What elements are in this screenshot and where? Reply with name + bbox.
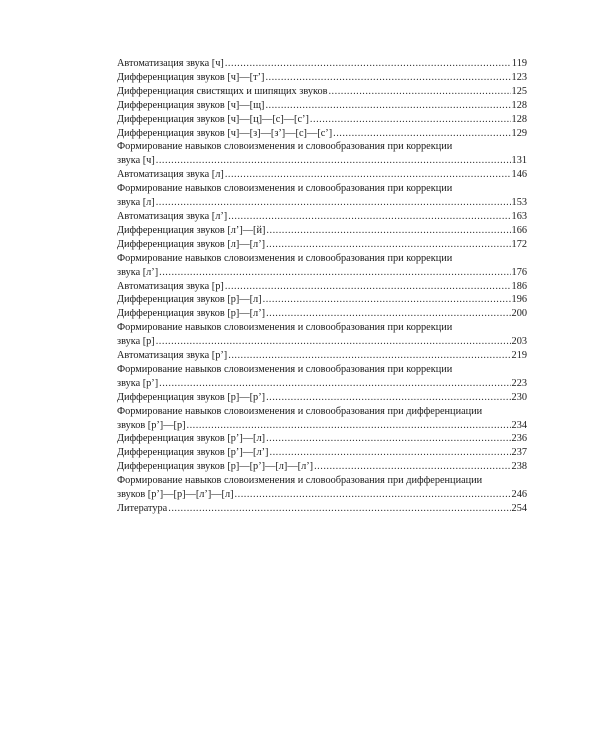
toc-entry[interactable] — [117, 168, 527, 182]
toc-entry-page-number: 246 — [511, 489, 527, 501]
toc-entry[interactable] — [117, 238, 527, 252]
dot-leader — [328, 85, 510, 99]
dot-leader — [266, 238, 510, 252]
toc-entry-title: Автоматизация звука [л] — [117, 169, 224, 181]
toc-entry-title: звуков [р’]—[р]—[л’]—[л] — [117, 489, 234, 501]
toc-entry-title: Литература — [117, 503, 168, 514]
toc-entry-title: Дифференциация звуков [ч]—[щ] — [117, 99, 265, 111]
toc-entry[interactable] — [117, 321, 527, 349]
dot-leader — [265, 99, 510, 113]
toc-entry-page-number: 254 — [511, 503, 527, 514]
toc-entry-page-number: 186 — [511, 280, 527, 292]
toc-entry-page-number: 234 — [511, 419, 527, 431]
toc-entry-page-number: 129 — [511, 127, 527, 139]
dot-leader — [266, 391, 510, 405]
dot-leader — [228, 349, 510, 363]
toc-entry[interactable] — [117, 140, 527, 168]
dot-leader — [156, 335, 511, 349]
toc-entry-page-number: 153 — [511, 197, 527, 209]
toc-entry-title: Дифференциация свистящих и шипящих звуков — [117, 85, 328, 97]
toc-entry-title-line: Формирование навыков словоизменения и словообразования при коррекции — [117, 141, 453, 153]
toc-entry-title: звука [р’] — [117, 377, 159, 389]
toc-entry-title-line: Формирование навыков словоизменения и словообразования при коррекции — [117, 252, 453, 264]
toc-entry-title: Дифференциация звуков [ч]—[ц]—[с]—[с’] — [117, 113, 309, 125]
dot-leader — [225, 168, 511, 182]
toc-entry[interactable] — [117, 502, 527, 516]
toc-entry-title-line: Формирование навыков словоизменения и словообразования при коррекции — [117, 183, 453, 195]
toc-entry-title: Автоматизация звука [р’] — [117, 350, 228, 362]
toc-entry-title: Дифференциация звуков [р]—[л’] — [117, 308, 266, 320]
toc-entry-title: звука [р] — [117, 336, 155, 348]
toc-entry-title: Дифференциация звуков [р’]—[л’] — [117, 447, 269, 459]
toc-entry-page-number: 125 — [511, 85, 527, 97]
toc-entry-title: звуков [р’]—[р] — [117, 419, 186, 431]
toc-entry-title: звука [л’] — [117, 266, 159, 278]
toc-entry-page-number: 176 — [511, 266, 527, 278]
toc-entry[interactable] — [117, 224, 527, 238]
toc-entry-title-line: Формирование навыков словоизменения и словообразования при дифференциации — [117, 475, 483, 487]
toc-entry[interactable] — [117, 460, 527, 474]
dot-leader — [156, 196, 511, 210]
toc-entry-page-number: 119 — [511, 58, 527, 69]
toc-entry-title: Автоматизация звука [ч] — [117, 58, 224, 69]
toc-entry-title-line: Формирование навыков словоизменения и словообразования при коррекции — [117, 322, 453, 334]
table-of-contents — [117, 57, 527, 516]
toc-entry[interactable] — [117, 113, 527, 127]
dot-leader — [159, 266, 510, 280]
toc-entry-title-line: Формирование навыков словоизменения и словообразования при коррекции — [117, 363, 453, 375]
toc-entry-title: Дифференциация звуков [р]—[л] — [117, 294, 262, 306]
toc-entry[interactable] — [117, 85, 527, 99]
toc-entry-page-number: 196 — [511, 294, 527, 306]
toc-entry[interactable] — [117, 363, 527, 391]
toc-entry[interactable] — [117, 182, 527, 210]
dot-leader — [266, 432, 510, 446]
toc-entry[interactable] — [117, 432, 527, 446]
dot-leader — [266, 224, 510, 238]
toc-entry-page-number: 128 — [511, 99, 527, 111]
dot-leader — [265, 71, 510, 85]
toc-entry-title: Дифференциация звуков [л’]—[й] — [117, 224, 266, 236]
dot-leader — [168, 502, 510, 516]
toc-entry-page-number: 223 — [511, 377, 527, 389]
dot-leader — [228, 210, 510, 224]
toc-entry-title: Дифференциация звуков [р]—[р’]—[л]—[л’] — [117, 461, 314, 473]
dot-leader — [263, 293, 511, 307]
toc-entry[interactable] — [117, 99, 527, 113]
toc-entry-title: Автоматизация звука [л’] — [117, 210, 228, 222]
toc-entry-title: Автоматизация звука [р] — [117, 280, 224, 292]
toc-entry[interactable] — [117, 57, 527, 71]
toc-entry-page-number: 166 — [511, 224, 527, 236]
dot-leader — [333, 127, 510, 141]
toc-entry[interactable] — [117, 280, 527, 294]
toc-entry-page-number: 237 — [511, 447, 527, 459]
toc-entry[interactable] — [117, 405, 527, 433]
toc-entry-title: Дифференциация звуков [р]—[р’] — [117, 391, 266, 403]
toc-entry-title: Дифференциация звуков [р’]—[л] — [117, 433, 266, 445]
toc-entry-page-number: 123 — [511, 71, 527, 83]
toc-entry[interactable] — [117, 307, 527, 321]
toc-entry-page-number: 230 — [511, 391, 527, 403]
dot-leader — [270, 446, 511, 460]
toc-entry-title: Дифференциация звуков [ч]—[т’] — [117, 71, 265, 83]
dot-leader — [225, 280, 511, 294]
toc-entry-page-number: 172 — [511, 238, 527, 250]
toc-entry[interactable] — [117, 391, 527, 405]
toc-entry[interactable] — [117, 71, 527, 85]
toc-entry[interactable] — [117, 474, 527, 502]
toc-entry[interactable] — [117, 293, 527, 307]
toc-entry-page-number: 146 — [511, 169, 527, 181]
dot-leader — [156, 154, 511, 168]
toc-entry-page-number: 219 — [511, 350, 527, 362]
dot-leader — [159, 377, 510, 391]
toc-entry-page-number: 128 — [511, 113, 527, 125]
toc-entry-page-number: 200 — [511, 308, 527, 320]
toc-entry-title: Дифференциация звуков [л]—[л’] — [117, 238, 266, 250]
toc-entry[interactable] — [117, 446, 527, 460]
toc-entry-title-line: Формирование навыков словоизменения и словообразования при дифференциации — [117, 405, 483, 417]
dot-leader — [225, 57, 511, 71]
toc-entry[interactable] — [117, 210, 527, 224]
toc-entry[interactable] — [117, 252, 527, 280]
toc-entry-title: звука [л] — [117, 197, 155, 209]
dot-leader — [187, 419, 511, 433]
toc-entry-page-number: 163 — [511, 210, 527, 222]
toc-entry[interactable] — [117, 127, 527, 141]
dot-leader — [314, 460, 510, 474]
dot-leader — [266, 307, 510, 321]
toc-entry[interactable] — [117, 349, 527, 363]
toc-entry-page-number: 203 — [511, 336, 527, 348]
dot-leader — [235, 488, 511, 502]
dot-leader — [310, 113, 511, 127]
toc-entry-page-number: 236 — [511, 433, 527, 445]
toc-entry-title: звука [ч] — [117, 155, 155, 167]
toc-entry-title: Дифференциация звуков [ч]—[з]—[з’]—[с]—[с’] — [117, 127, 333, 139]
toc-entry-page-number: 131 — [511, 155, 527, 167]
toc-entry-page-number: 238 — [511, 461, 527, 473]
